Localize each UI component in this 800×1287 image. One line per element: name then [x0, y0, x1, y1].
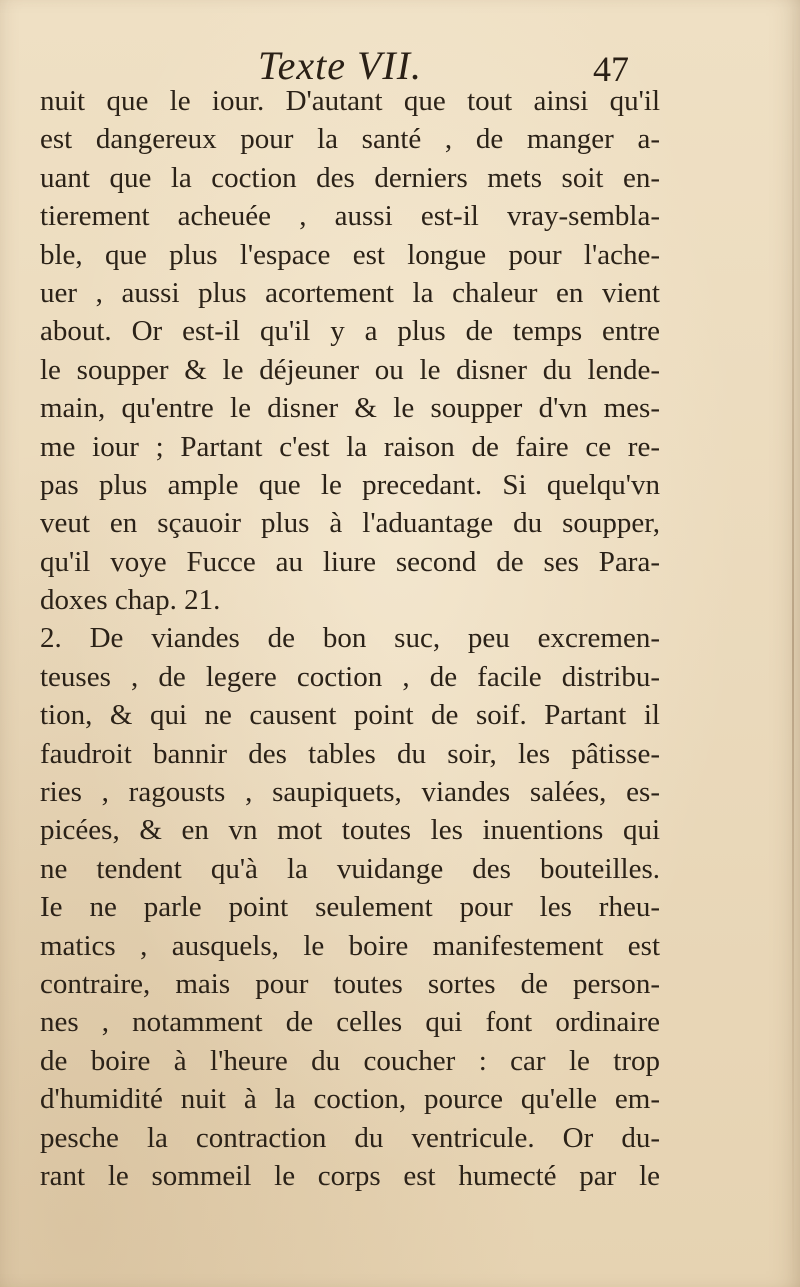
text-line: tierement acheuée , aussi est-il vray-sembla-: [40, 200, 660, 233]
text-line: ries , ragousts , saupiquets, viandes salées, es-: [40, 776, 660, 809]
text-line: le soupper & le déjeuner ou le disner du lende-: [40, 353, 660, 386]
text-line: doxes chap. 21.: [40, 584, 221, 617]
page-edge: [792, 0, 794, 1287]
text-line: ble, que plus l'espace est longue pour l'ache-: [40, 238, 660, 271]
text-line: 2. De viandes de bon suc, peu excremen-: [40, 622, 660, 655]
text-line: de boire à l'heure du coucher : car le trop: [40, 1044, 660, 1077]
text-line: faudroit bannir des tables du soir, les pâtisse-: [40, 737, 660, 770]
text-line: d'humidité nuit à la coction, pource qu'elle em-: [40, 1083, 660, 1116]
text-line: nuit que le iour. D'autant que tout ainsi qu'il: [40, 85, 660, 117]
text-line: est dangereux pour la santé , de manger a-: [40, 123, 660, 156]
text-line: tion, & qui ne causent point de soif. Partant il: [40, 699, 660, 732]
text-line: uer , aussi plus acortement la chaleur en vient: [40, 276, 660, 309]
text-line: qu'il voye Fucce au liure second de ses Para-: [40, 545, 660, 578]
text-line: contraire, mais pour toutes sortes de person-: [40, 967, 660, 1000]
text-line: pesche la contraction du ventricule. Or du-: [40, 1121, 660, 1154]
text-line: picées, & en vn mot toutes les inuentions qui: [40, 814, 660, 847]
text-line: teuses , de legere coction , de facile distribu-: [40, 660, 660, 693]
text-line: rant le sommeil le corps est humecté par le: [40, 1159, 660, 1192]
text-line: pas plus ample que le precedant. Si quelqu'vn: [40, 468, 660, 501]
text-line: nes , notamment de celles qui font ordinaire: [40, 1006, 660, 1039]
body-text: [40, 82, 660, 1195]
page-number: 47: [593, 49, 629, 89]
text-line: veut en sçauoir plus à l'aduantage du soupper,: [40, 507, 660, 540]
text-line: main, qu'entre le disner & le soupper d'vn mes-: [40, 392, 660, 425]
text-line: me iour ; Partant c'est la raison de faire ce re-: [40, 430, 660, 463]
text-line: about. Or est-il qu'il y a plus de temps entre: [40, 315, 660, 348]
text-line: ne tendent qu'à la vuidange des bouteilles.: [40, 852, 660, 885]
text-line: Ie ne parle point seulement pour les rheu-: [40, 891, 660, 924]
text-line: matics , ausquels, le boire manifestement est: [40, 929, 660, 962]
text-line: uant que la coction des derniers mets soit en-: [40, 161, 660, 194]
running-title: Texte VII.: [258, 43, 423, 88]
